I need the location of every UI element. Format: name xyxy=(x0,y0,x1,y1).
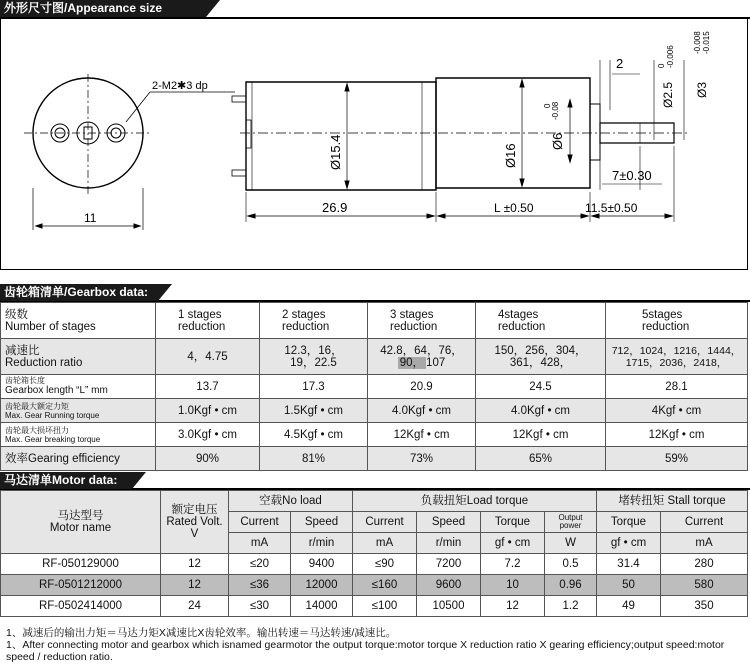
running-label-en: Max. Gear Running torque xyxy=(5,410,100,420)
motor-row-2-nl-current: ≤30 xyxy=(229,596,291,617)
running-4: 4.0Kgf • cm xyxy=(476,399,606,423)
ratio-3-cell xyxy=(368,339,476,375)
dim-11: 11 xyxy=(84,211,97,225)
length-1: 13.7 xyxy=(156,375,260,399)
ratio-label-cn: 减速比 xyxy=(5,344,40,357)
motor-row-0-nl-speed: 9400 xyxy=(291,554,353,575)
side-view xyxy=(232,31,711,222)
length-label-en: Gearbox length “L” mm xyxy=(5,385,108,396)
motor-row-0-l-current: ≤90 xyxy=(353,554,417,575)
dim-7: 7±0.30 xyxy=(612,168,652,183)
sub-load-torque: Torque xyxy=(481,512,545,533)
dia-6-tol-top: 0 xyxy=(543,103,552,108)
motor-title: 马达清单Motor data: xyxy=(0,472,132,489)
motor-row-1-s-current: 580 xyxy=(661,575,748,596)
dim-L: L ±0.50 xyxy=(494,201,534,215)
motor-row xyxy=(1,596,748,617)
efficiency-1: 90% xyxy=(156,447,260,471)
length-label-cn: 齿轮箱长度 xyxy=(5,376,45,385)
gearbox-row-breaking-torque xyxy=(1,423,748,447)
terminal-top xyxy=(232,96,246,102)
sub-load-speed: Speed xyxy=(417,512,481,533)
stages-3: 3 stages reduction xyxy=(368,303,476,339)
motor-row-1-s-torque: 50 xyxy=(597,575,661,596)
technical-drawing xyxy=(0,0,750,275)
no-load-header: 空载No load xyxy=(229,491,353,512)
ratio-2: 12.3，16， 19，22.5 xyxy=(260,339,368,375)
appearance-title: 外形尺寸图/Appearance size xyxy=(0,0,206,17)
rated-volt-en: Rated Volt. xyxy=(166,516,223,528)
motor-row-2-l-power: 1.2 xyxy=(545,596,597,617)
breaking-3: 12Kgf • cm xyxy=(368,423,476,447)
gearbox-row-running-torque xyxy=(1,399,748,423)
motor-row-1-l-power: 0.96 xyxy=(545,575,597,596)
rated-volt-cn: 额定电压 xyxy=(171,504,218,516)
motor-table xyxy=(0,490,748,617)
gearbox-header xyxy=(0,284,750,302)
motor-row-0-s-torque: 31.4 xyxy=(597,554,661,575)
motor-row-2-nl-speed: 14000 xyxy=(291,596,353,617)
motor-row-1-nl-current: ≤36 xyxy=(229,575,291,596)
dia-6-tol-bottom: -0.08 xyxy=(551,101,560,120)
running-1: 1.0Kgf • cm xyxy=(156,399,260,423)
breaking-4: 12Kgf • cm xyxy=(476,423,606,447)
motor-row-0-model: RF-050129000 xyxy=(1,554,161,575)
efficiency-2: 81% xyxy=(260,447,368,471)
breaking-5: 12Kgf • cm xyxy=(606,423,748,447)
motor-row-2-l-torque: 12 xyxy=(481,596,545,617)
stages-5: 5stages reduction xyxy=(606,303,748,339)
screw-note: 2-M2✱3 dp xyxy=(152,80,208,92)
ratio-5: 712，1024，1216，1444， 1715，2036，2418， xyxy=(606,339,748,375)
motor-header xyxy=(0,472,750,490)
motor-name-cn: 马达型号 xyxy=(57,510,104,522)
dim-26-9: 26.9 xyxy=(322,200,348,215)
motor-row-1-model: RF-0501212000 xyxy=(1,575,161,596)
sub-noload-speed: Speed xyxy=(291,512,353,533)
motor-row-0-l-torque: 7.2 xyxy=(481,554,545,575)
ratio-3-line1: 42.8，64，76， xyxy=(380,344,463,357)
motor-name-en: Motor name xyxy=(49,522,112,534)
gearbox-title: 齿轮箱清单/Gearbox data: xyxy=(0,284,158,301)
efficiency-5: 59% xyxy=(606,447,748,471)
dia-16: Ø16 xyxy=(503,143,518,168)
motor-header-row xyxy=(1,491,748,512)
unit-3: r/min xyxy=(417,533,481,554)
sub-load-current: Current xyxy=(353,512,417,533)
dim-11-5: 11.5±0.50 xyxy=(585,201,638,215)
motor-row-1-l-speed: 9600 xyxy=(417,575,481,596)
efficiency-label-cn: 效率 xyxy=(5,452,28,465)
notes xyxy=(2,627,748,663)
stages-1: 1 stages reduction xyxy=(156,303,260,339)
dia-6: Ø6 xyxy=(550,132,565,150)
note-en: 1、After connecting motor and gearbox which isnamed gearmotor the output torque:motor torque X reduction ratio X gearing efficiency;output speed:motor speed / reduction ratio. xyxy=(6,639,725,663)
dia-3-tol-bottom: -0.015 xyxy=(702,31,711,54)
motor-row-0-volt: 12 xyxy=(161,554,229,575)
unit-5: W xyxy=(545,533,597,554)
length-3: 20.9 xyxy=(368,375,476,399)
length-4: 24.5 xyxy=(476,375,606,399)
dia-3-tol-top: -0.008 xyxy=(693,31,702,54)
unit-4: gf • cm xyxy=(481,533,545,554)
breaking-1: 3.0Kgf • cm xyxy=(156,423,260,447)
unit-6: gf • cm xyxy=(597,533,661,554)
ratio-3-highlight: 90， xyxy=(399,356,425,369)
dia-3: Ø3 xyxy=(695,81,709,98)
motor-row-2-s-current: 350 xyxy=(661,596,748,617)
ratio-4: 150，256，304， 361，428， xyxy=(476,339,606,375)
motor-row-1-l-current: ≤160 xyxy=(353,575,417,596)
running-5: 4Kgf • cm xyxy=(606,399,748,423)
dia-2-5-tol-bottom: -0.006 xyxy=(666,45,675,68)
gearbox-row-length xyxy=(1,375,748,399)
running-3: 4.0Kgf • cm xyxy=(368,399,476,423)
dia-2-5: Ø2.5 xyxy=(661,81,675,108)
breaking-2: 4.5Kgf • cm xyxy=(260,423,368,447)
stages-label-en: Number of stages xyxy=(5,320,96,333)
motor-row-2-s-torque: 49 xyxy=(597,596,661,617)
efficiency-label-en: Gearing efficiency xyxy=(28,452,120,465)
load-header: 负载扭矩Load torque xyxy=(353,491,597,512)
breaking-label-en: Max. Gear breaking torque xyxy=(5,434,101,444)
stall-header: 堵转扭矩 Stall torque xyxy=(597,491,748,512)
ratio-3-rest: 107 xyxy=(426,356,446,369)
gearbox-row-stages xyxy=(1,303,748,339)
stages-label-cn: 级数 xyxy=(5,308,28,321)
front-view xyxy=(24,74,235,230)
unit-0: mA xyxy=(229,533,291,554)
breaking-label-cn: 齿轮最大损坏扭力 xyxy=(5,425,69,435)
length-2: 17.3 xyxy=(260,375,368,399)
dia-15-4: Ø15.4 xyxy=(328,134,343,170)
stages-2: 2 stages reduction xyxy=(260,303,368,339)
terminal-bottom xyxy=(232,170,246,176)
ratio-1: 4，4.75 xyxy=(156,339,260,375)
dim-2: 2 xyxy=(616,56,624,71)
motor-row-2-volt: 24 xyxy=(161,596,229,617)
motor-row-highlighted xyxy=(1,575,748,596)
sub-noload-current: Current xyxy=(229,512,291,533)
gearbox-row-ratio xyxy=(1,339,748,375)
motor-row-1-volt: 12 xyxy=(161,575,229,596)
unit-2: mA xyxy=(353,533,417,554)
running-label-cn: 齿轮最大额定力矩 xyxy=(5,401,69,411)
length-5: 28.1 xyxy=(606,375,748,399)
motor-row-2-model: RF-0502414000 xyxy=(1,596,161,617)
gearbox-row-efficiency xyxy=(1,447,748,471)
gearbox-table xyxy=(0,302,748,471)
motor-row-0-nl-current: ≤20 xyxy=(229,554,291,575)
motor-row-2-l-speed: 10500 xyxy=(417,596,481,617)
ratio-label-en: Reduction ratio xyxy=(5,356,83,369)
efficiency-4: 65% xyxy=(476,447,606,471)
motor-row-0-l-power: 0.5 xyxy=(545,554,597,575)
unit-7: mA xyxy=(661,533,748,554)
stages-4: 4stages reduction xyxy=(476,303,606,339)
dia-2-5-tol-top: 0 xyxy=(657,63,666,68)
unit-1: r/min xyxy=(291,533,353,554)
motor-row-1-nl-speed: 12000 xyxy=(291,575,353,596)
motor-row xyxy=(1,554,748,575)
motor-row-2-l-current: ≤100 xyxy=(353,596,417,617)
efficiency-3: 73% xyxy=(368,447,476,471)
note-cn: 1、减速后的输出力矩＝马达力矩X减速比X齿轮效率。输出转速＝马达转速/减速比。 xyxy=(6,627,397,639)
motor-row-0-s-current: 280 xyxy=(661,554,748,575)
sub-stall-torque: Torque xyxy=(597,512,661,533)
running-2: 1.5Kgf • cm xyxy=(260,399,368,423)
motor-row-1-l-torque: 10 xyxy=(481,575,545,596)
sub-load-power: Output power xyxy=(545,512,597,533)
motor-row-0-l-speed: 7200 xyxy=(417,554,481,575)
sub-stall-current: Current xyxy=(661,512,748,533)
rated-volt-unit: V xyxy=(190,528,199,540)
